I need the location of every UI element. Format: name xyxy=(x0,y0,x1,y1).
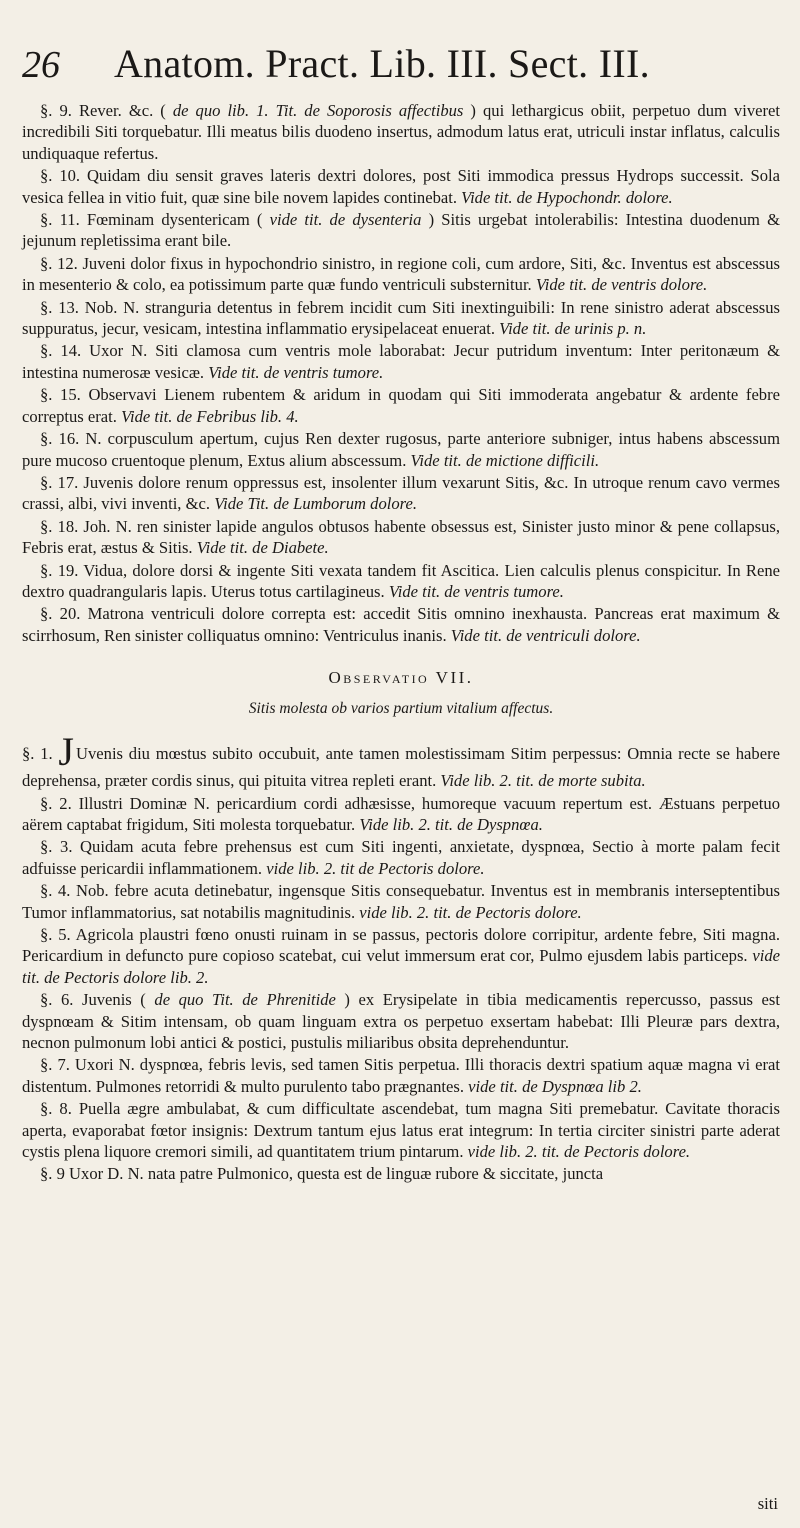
drop-cap: J xyxy=(58,729,74,775)
paragraph-text: Juvenis dolore renum oppressus est, insolenter illum vexarunt Sitis, &c. In utroque renum cavo vermes crassi, albi, vivi inventi, &c. xyxy=(22,472,780,514)
paragraph-number: §. 10. xyxy=(40,166,81,186)
paragraph-text: Fœminam dysentericam ( xyxy=(86,210,263,230)
cross-reference: Vide tit. de ventris dolore. xyxy=(535,275,708,295)
paragraph xyxy=(22,209,780,252)
paragraph-text: Quidam diu sensit graves lateris dextri dolores, post Siti immodica pressus Hydrops successit. Sola vesica fellea in vitio fuit, quæ sine bile novem lapides continebat. xyxy=(22,166,780,207)
paragraph xyxy=(22,793,780,836)
paragraph-number: §. 2. xyxy=(40,793,72,813)
paragraph xyxy=(22,1054,780,1097)
paragraph-number: §. 9. xyxy=(40,101,72,120)
paragraph-text: ) qui lethargicus obiit, perpetuo dum viveret incredibili Siti torquebatur. Illi meatus bilis duodeno insertus, admodum latus erat, utriculi instar inflatus, calculis undiquaque refertus. xyxy=(22,101,780,163)
cross-reference: Vide tit. de ventris tumore. xyxy=(388,581,564,601)
paragraph xyxy=(22,253,780,296)
cross-reference: vide tit. de dysenteria xyxy=(269,210,422,230)
paragraph-text: ) Sitis urgebat intolerabilis: Intestina duodenum & jejunum repletissima erant bile. xyxy=(22,210,780,251)
cross-reference: Vide lib. 2. tit. de morte subita. xyxy=(440,771,646,791)
paragraph-text: Uxor N. Siti clamosa cum ventris mole laborabat: Jecur putridum inventum: Inter peritonæum & intestina numerosæ vesicæ. xyxy=(22,341,780,382)
paragraph xyxy=(22,516,780,559)
cross-reference: Vide tit. de ventriculi dolore. xyxy=(450,625,641,645)
cross-reference: de quo lib. 1. Tit. de Soporosis affectibus xyxy=(172,101,464,120)
paragraph xyxy=(22,880,780,923)
paragraph-number: §. 20. xyxy=(40,604,81,624)
paragraph xyxy=(22,924,780,988)
paragraph xyxy=(22,989,780,1053)
paragraph xyxy=(22,472,780,515)
cross-reference: Vide tit. de Hypochondr. dolore. xyxy=(461,187,673,207)
paragraph-text: Uxor D. N. nata patre Pulmonico, questa est de linguæ rubore & siccitate, juncta xyxy=(69,1164,604,1184)
paragraph xyxy=(22,100,780,164)
first-paragraph xyxy=(22,729,780,791)
paragraph-text: Nob. N. stranguria detentus in febrem incidit cum Siti inextinguibili: In rene sinistro aderat abscessus suppuratus, jecur, vesicam, intestina inflammatio erysipelaceat enuerat. xyxy=(22,297,781,339)
paragraph-number: §. 7. xyxy=(40,1055,70,1075)
paragraph xyxy=(22,603,780,646)
paragraph-text: Juveni dolor fixus in hypochondrio sinistro, in regione coli, cum ardore, Siti, &c. Inventus est abscessus in mesenterio & colo, ea potissimum parte quæ fundo ventriculi substernitur. xyxy=(22,253,781,295)
paragraph xyxy=(22,297,780,340)
paragraph-text: ) ex Erysipelate in tibia medicamentis repercusso, passus est dyspnœam & Sitim intensam, ob quam linguam extra os perpetuo exsertam habebat: Illi Pleuræ pars dextra, necnon pulmonum lobi antici & postici, pustulis miliaribus obsita deprehenduntur. xyxy=(22,990,780,1053)
paragraph-text: Vidua, dolore dorsi & ingente Siti vexata tandem fit Ascitica. Lien calculis plenus conspicitur. In Rene dextro quadrangularis lapis. Uterus totus cartilagineus. xyxy=(22,560,780,601)
cross-reference: vide tit. de Pectoris dolore lib. 2. xyxy=(22,946,780,987)
cross-reference: vide tit. de Dyspnœa lib 2. xyxy=(468,1076,642,1096)
paragraph-number: §. 4. xyxy=(40,881,71,901)
paragraph-number: §. 19. xyxy=(40,560,79,580)
paragraph-number: §. 3. xyxy=(40,837,73,857)
paragraph-text: Puella ægre ambulabat, & cum difficultate ascendebat, tum magna Siti premebatur. Cavitate thoracis aperta, evaporabat fœtor insignis: Dextrum tantum ejus latus erat integrum: In tertia circiter sinistri parte aderat cystis plena liquore cremori simili, ad quantitatem trium pintarum. xyxy=(22,1099,780,1162)
cross-reference: Vide tit. de mictione difficili. xyxy=(410,450,600,470)
paragraph-text: Observavi Lienem rubentem & aridum in quodam qui Siti immoderata angebatur & ardente febre correptus erat. xyxy=(22,385,780,426)
paragraph-text: Rever. &c. ( xyxy=(78,101,166,120)
page-number: 26 xyxy=(22,44,60,86)
paragraph-text: Illustri Dominæ N. pericardium cordi adhæsisse, humoreque vacuum repertum est. Æstuans perpetuo aërem captabat frigidum, Siti molesta torquebatur. xyxy=(22,793,781,834)
paragraph-number: §. 5. xyxy=(40,925,71,944)
paragraph-text: N. corpusculum apertum, cujus Ren dexter rugosus, parte anteriore subniger, intus habens abscessum pure mucoso cruentoque plenum, Extus alium abscessum. xyxy=(22,429,781,470)
paragraph-number: §. 16. xyxy=(40,429,80,449)
cross-reference: Vide Tit. de Lumborum dolore. xyxy=(214,494,417,514)
paragraph xyxy=(22,836,780,879)
paragraph xyxy=(22,428,780,471)
paragraph-number: §. 14. xyxy=(40,341,82,361)
paragraph-number: §. 8. xyxy=(40,1099,72,1119)
paragraphs-bottom xyxy=(22,793,780,1185)
paragraph-text: Matrona ventriculi dolore correpta est: accedit Sitis omnino inexhausta. Pancreas erat maximum & scirrhosum, Ren sinister colliquatus omnino: Ventriculus inanis. xyxy=(22,604,781,645)
section-heading: Observatio VII. xyxy=(328,668,474,688)
paragraph xyxy=(22,384,780,427)
paragraph-number: §. 12. xyxy=(40,253,78,273)
cross-reference: vide lib. 2. tit. de Pectoris dolore. xyxy=(467,1142,691,1162)
paragraph-text: Uvenis diu mœstus subito occubuit, ante tamen molestissimam Sitim perpessus: Omnia recte se habere deprehensa, præter cordis sinus, qui pituita vitrea repleti erant. xyxy=(22,744,780,791)
paragraph xyxy=(22,560,780,603)
paragraph xyxy=(22,340,780,383)
paragraphs-top xyxy=(22,100,780,646)
paragraph-number: §. 11. xyxy=(40,210,80,230)
paragraph-text: Juvenis ( xyxy=(81,990,146,1010)
page-header xyxy=(22,41,780,100)
cross-reference: de quo Tit. de Phrenitide xyxy=(154,990,336,1010)
cross-reference: Vide tit. de ventris tumore. xyxy=(208,362,384,382)
cross-reference: vide lib. 2. tit de Pectoris dolore. xyxy=(266,858,485,878)
paragraph-text: Uxori N. dyspnœa, febris levis, sed tamen Sitis perpetua. Illi thoracis dextri spatium aquæ magna vi erat distentum. Pulmones retorridi & multo purulento tabo prægnantes. xyxy=(22,1055,780,1096)
paragraph-number: §. 17. xyxy=(40,472,79,492)
paragraph xyxy=(22,1098,780,1162)
cross-reference: Vide tit. de Febribus lib. 4. xyxy=(121,406,299,426)
paragraph xyxy=(22,1163,780,1184)
paragraph-text: Joh. N. ren sinister lapide angulos obtusos habente obsessus est, Sinister justo minor & pene collapsus, Febris erat, æstus & Sitis. xyxy=(22,516,780,558)
cross-reference: Vide tit. de urinis p. n. xyxy=(499,319,647,339)
paragraph-number: §. 13. xyxy=(40,297,79,317)
paragraph-number: §. 18. xyxy=(40,516,79,536)
cross-reference: Vide tit. de Diabete. xyxy=(196,538,329,558)
paragraph-number: §. 1. xyxy=(22,744,53,764)
paragraph-number: §. 6. xyxy=(40,990,74,1010)
section-subtitle: Sitis molesta ob varios partium vitalium affectus. xyxy=(248,700,554,718)
cross-reference: vide lib. 2. tit. de Pectoris dolore. xyxy=(359,902,582,922)
paragraph-text: Agricola plaustri fœno onusti ruinam in se passus, pectoris dolore corripitur, ardente febre, Siti magna. Pericardium in defuncto pure copioso scatebat, cui velut immersum erat cor, Pulmo ejusdem labis particeps. xyxy=(22,925,780,966)
paragraph-number: §. 15. xyxy=(40,385,81,405)
running-title: Anatom. Pract. Lib. III. Sect. III. xyxy=(114,41,650,86)
paragraph xyxy=(22,165,780,208)
catchword: siti xyxy=(757,1494,778,1513)
cross-reference: Vide lib. 2. tit. de Dyspnœa. xyxy=(359,814,543,834)
paragraph-text: Quidam acuta febre prehensus est cum Siti ingenti, anxietate, dyspnœa, Sectio à morte palam fecit adfuisse pericardii inflammationem. xyxy=(22,837,780,878)
paragraph-number: §. 9 xyxy=(40,1164,65,1184)
paragraph-text: Nob. febre acuta detinebatur, ingensque Sitis consequebatur. Inventus est in membranis interseptentibus Tumor inflammatorius, sat notabilis magnitudinis. xyxy=(22,881,780,922)
